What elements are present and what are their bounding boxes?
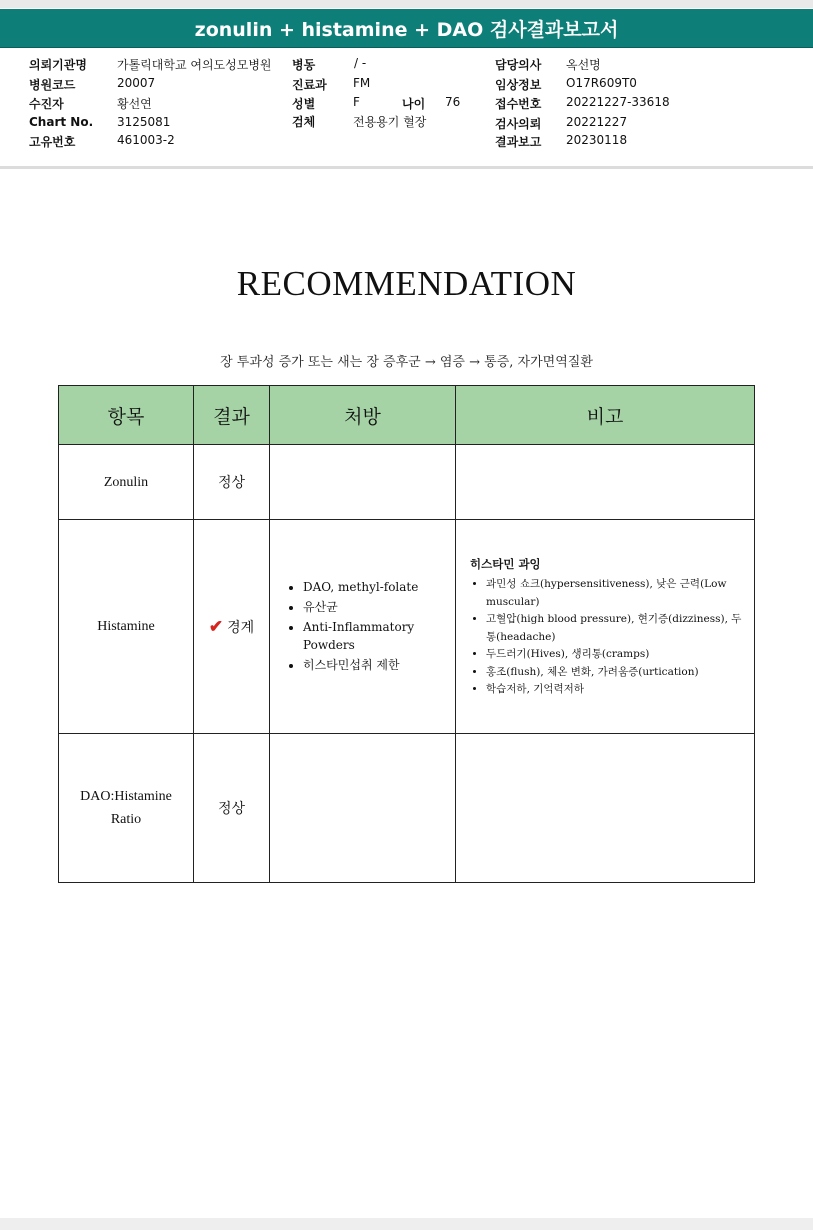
prescription-cell [270, 445, 456, 520]
recommendation-subtitle: 장 투과성 증가 또는 새는 장 증후군 → 염증 → 통증, 자가면역질환 [220, 355, 593, 370]
patient-info-panel [0, 48, 813, 166]
item-cell: Histamine [59, 520, 194, 734]
doctor-value: 옥선명 [566, 58, 601, 72]
chart-no-label: Chart No. [29, 115, 94, 129]
note-cell [456, 734, 755, 883]
header-item: 항목 [59, 386, 194, 445]
result-text: 경계 [227, 619, 255, 636]
ward-value: / - [354, 56, 367, 70]
unique-no-value: 461003-2 [117, 133, 175, 147]
report-title: zonulin + histamine + DAO 검사결과보고서 [0, 9, 813, 48]
clinical-info-value: O17R609T0 [566, 76, 637, 90]
hospital-code-value: 20007 [117, 76, 156, 90]
receipt-no-value: 20221227-33618 [566, 95, 670, 109]
result-cell [194, 520, 270, 734]
hospital-code-label: 병원코드 [29, 78, 76, 92]
age-label: 나이 [402, 97, 426, 111]
list-item: • 유산균 [303, 598, 444, 616]
note-list [470, 576, 744, 699]
result-cell: 정상 [194, 445, 270, 520]
top-strip [0, 0, 813, 8]
patient-value: 황선연 [117, 97, 152, 111]
request-date-label: 검사의뢰 [495, 117, 542, 131]
table-header-row [59, 386, 755, 445]
bottom-strip [0, 1218, 813, 1230]
list-item: • 홍조(flush), 체온 변화, 가려움증(urtication) [486, 664, 744, 682]
specimen-value: 전용용기 혈장 [353, 115, 427, 129]
item-cell: DAO:Histamine Ratio [59, 734, 194, 883]
doctor-label: 담당의사 [495, 58, 542, 72]
prescription-list [271, 578, 454, 674]
header-prescription: 처방 [270, 386, 456, 445]
list-item: • 두드러기(Hives), 생리통(cramps) [486, 646, 744, 664]
request-date-value: 20221227 [566, 115, 628, 129]
note-title: 히스타민 과잉 [470, 557, 541, 571]
header-note: 비고 [456, 386, 755, 445]
institution-value: 가톨릭대학교 여의도성모병원 [117, 58, 272, 72]
specimen-label: 검체 [292, 115, 316, 129]
ward-label: 병동 [292, 58, 316, 72]
table-row [59, 734, 755, 883]
prescription-cell [270, 734, 456, 883]
result-cell: 정상 [194, 734, 270, 883]
sex-label: 성별 [292, 97, 316, 111]
list-item: • 과민성 쇼크(hypersensitiveness), 낮은 근력(Low muscular) [486, 576, 744, 611]
recommendation-title: RECOMMENDATION [236, 264, 577, 303]
sex-value: F [353, 95, 360, 109]
unique-no-label: 고유번호 [29, 135, 76, 149]
chart-no-value: 3125081 [117, 115, 171, 129]
list-item: • 히스타민섭취 제한 [303, 656, 444, 674]
list-item: • Anti-Inflammatory Powders [303, 618, 444, 654]
result-date-label: 결과보고 [495, 135, 542, 149]
receipt-no-label: 접수번호 [495, 97, 542, 111]
dept-value: FM [353, 76, 371, 90]
header-result: 결과 [194, 386, 270, 445]
patient-label: 수진자 [29, 97, 64, 111]
dept-label: 진료과 [292, 78, 327, 92]
recommendation-table [58, 385, 755, 883]
clinical-info-label: 임상정보 [495, 78, 542, 92]
note-cell [456, 520, 755, 734]
check-icon: ✔ [208, 616, 224, 637]
note-cell [456, 445, 755, 520]
prescription-cell [270, 520, 456, 734]
table-row [59, 520, 755, 734]
table-row [59, 445, 755, 520]
list-item: • 학습저하, 기억력저하 [486, 681, 744, 699]
item-cell: Zonulin [59, 445, 194, 520]
age-value: 76 [445, 95, 461, 109]
list-item: • 고혈압(high blood pressure), 현기증(dizziness), 두통(headache) [486, 611, 744, 646]
list-item: • DAO, methyl-folate [303, 578, 444, 596]
result-date-value: 20230118 [566, 133, 628, 147]
institution-label: 의뢰기관명 [29, 58, 87, 72]
header-divider [0, 166, 813, 169]
